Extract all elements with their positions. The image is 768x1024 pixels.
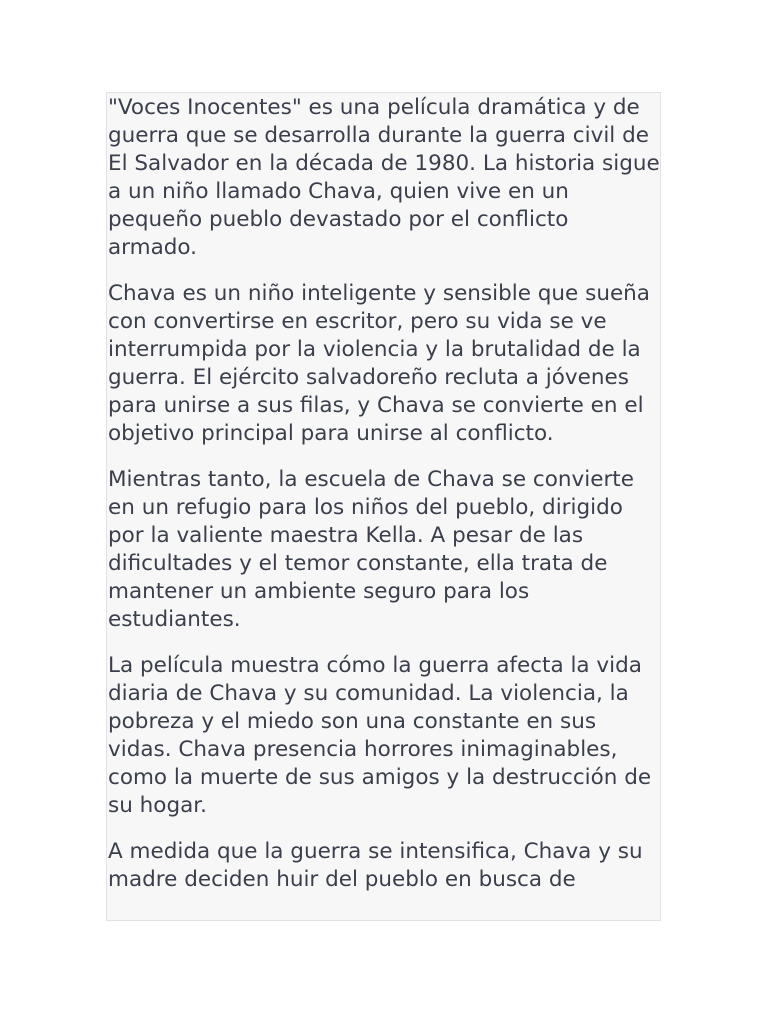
paragraph: "Voces Inocentes" es una película dramática y de guerra que se desarrolla durante la guerra civil de El Salvador en la década de 1980. La historia sigue a un niño llamado Chava, quien vive en un pequeño pueblo devastado por el conflicto armado. [108, 95, 660, 260]
paragraph: A medida que la guerra se intensifica, Chava y su madre deciden huir del pueblo en busca de [108, 839, 643, 892]
paragraph: Chava es un niño inteligente y sensible que sueña con convertirse en escritor, pero su vida se ve interrumpida por la violencia y la brutalidad de la guerra. El ejército salvadoreño recluta a jóvenes para unirse a sus filas, y Chava se convierte en el objetivo principal para unirse al conflicto. [108, 281, 650, 446]
text-content-box [106, 92, 661, 921]
paragraph: La película muestra cómo la guerra afecta la vida diaria de Chava y su comunidad. La violencia, la pobreza y el miedo son una constante en sus vidas. Chava presencia horrores inimaginables, como la muerte de sus amigos y la destrucción de su hogar. [108, 653, 652, 818]
paragraph: Mientras tanto, la escuela de Chava se convierte en un refugio para los niños del pueblo, dirigido por la valiente maestra Kella. A pesar de las dificultades y el temor constante, ella trata de mantener un ambiente seguro para los estudiantes. [108, 467, 634, 632]
